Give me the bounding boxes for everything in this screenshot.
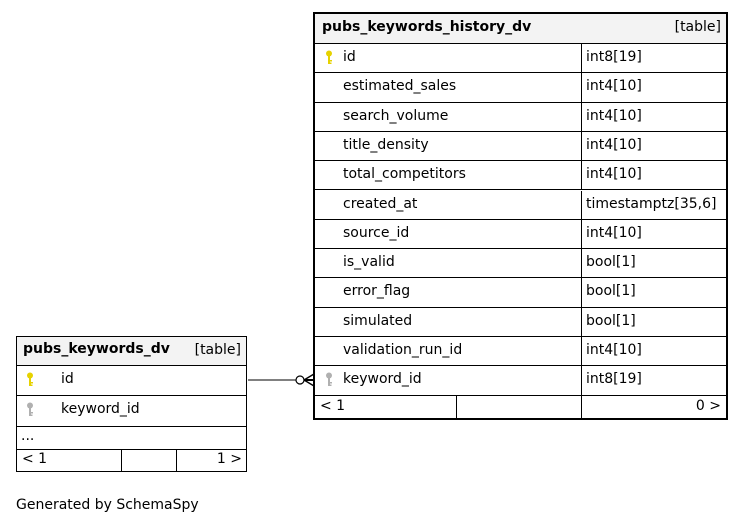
column-row[interactable] bbox=[315, 44, 726, 73]
column-type: bool[1] bbox=[586, 312, 636, 329]
footer-children-count: 0 > bbox=[695, 398, 721, 414]
column-name: estimated_sales bbox=[343, 78, 457, 95]
table-header bbox=[315, 14, 726, 44]
column-name: simulated bbox=[343, 312, 413, 329]
table-type-label: [table] bbox=[194, 342, 241, 358]
column-row[interactable] bbox=[315, 249, 726, 278]
ellipsis: ... bbox=[21, 428, 35, 444]
footer-children-count: 1 > bbox=[216, 451, 242, 467]
column-name: created_at bbox=[343, 195, 418, 212]
table-ellipsis-row bbox=[17, 426, 246, 450]
column-name: keyword_id bbox=[61, 400, 140, 417]
column-type: int8[19] bbox=[586, 371, 642, 388]
column-row[interactable] bbox=[17, 396, 246, 425]
column-row[interactable] bbox=[315, 278, 726, 307]
column-name: is_valid bbox=[343, 254, 395, 271]
column-name: source_id bbox=[343, 224, 410, 241]
table-footer bbox=[315, 396, 726, 418]
column-name: id bbox=[343, 49, 356, 65]
primary-key-icon bbox=[26, 372, 34, 387]
column-row[interactable] bbox=[315, 308, 726, 337]
column-name: id bbox=[61, 371, 74, 387]
table-type-label: [table] bbox=[674, 19, 721, 35]
table-footer bbox=[17, 449, 246, 471]
column-row[interactable] bbox=[315, 337, 726, 366]
column-row[interactable] bbox=[315, 220, 726, 249]
column-type: timestamptz[35,6] bbox=[586, 195, 717, 212]
table-name: pubs_keywords_dv bbox=[23, 341, 170, 357]
zero-cardinality-marker bbox=[296, 376, 304, 384]
column-row[interactable] bbox=[17, 366, 246, 396]
column-row[interactable] bbox=[315, 103, 726, 132]
column-name: validation_run_id bbox=[343, 342, 463, 358]
column-name: total_competitors bbox=[343, 166, 466, 183]
column-row[interactable] bbox=[315, 191, 726, 220]
column-type: bool[1] bbox=[586, 254, 636, 271]
table-pubs-keywords-dv[interactable] bbox=[16, 336, 247, 472]
column-type: int4[10] bbox=[586, 136, 642, 153]
column-type: bool[1] bbox=[586, 283, 636, 300]
table-header bbox=[17, 337, 246, 366]
footer-parents-count: < 1 bbox=[22, 451, 48, 467]
column-name: keyword_id bbox=[343, 371, 422, 388]
column-name: search_volume bbox=[343, 107, 449, 124]
table-pubs-keywords-history-dv[interactable] bbox=[313, 12, 728, 420]
primary-key-icon bbox=[325, 50, 333, 65]
foreign-key-icon bbox=[26, 402, 34, 417]
column-row[interactable] bbox=[315, 161, 726, 190]
footer-parents-count: < 1 bbox=[320, 398, 346, 414]
column-type: int4[10] bbox=[586, 342, 642, 358]
column-row[interactable] bbox=[315, 132, 726, 161]
column-type: int4[10] bbox=[586, 107, 642, 124]
column-type: int8[19] bbox=[586, 49, 642, 65]
column-type: int4[10] bbox=[586, 166, 642, 183]
column-name: error_flag bbox=[343, 283, 411, 300]
table-name: pubs_keywords_history_dv bbox=[322, 19, 532, 35]
column-type: int4[10] bbox=[586, 224, 642, 241]
column-row[interactable] bbox=[315, 73, 726, 102]
column-type: int4[10] bbox=[586, 78, 642, 95]
column-name: title_density bbox=[343, 136, 429, 153]
foreign-key-icon bbox=[325, 372, 333, 387]
column-row[interactable] bbox=[315, 366, 726, 395]
generated-by-label: Generated by SchemaSpy bbox=[16, 497, 199, 513]
